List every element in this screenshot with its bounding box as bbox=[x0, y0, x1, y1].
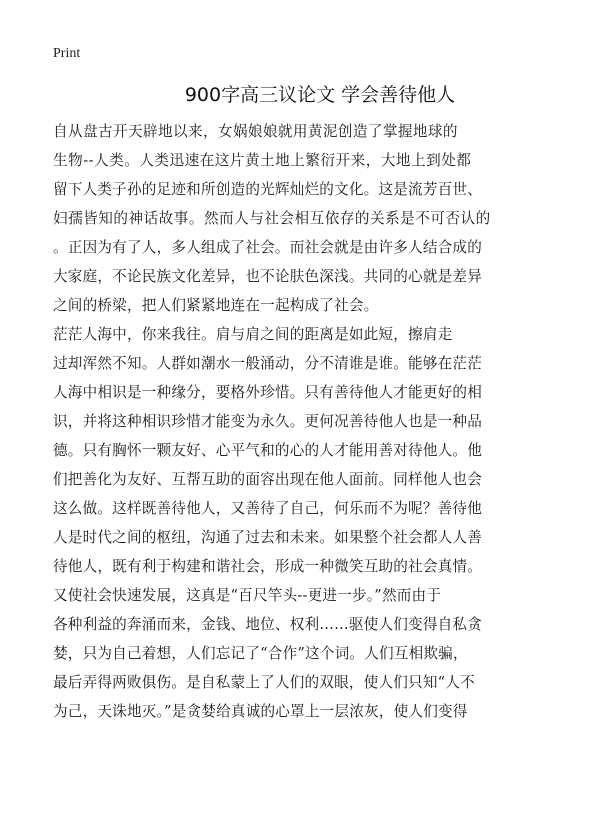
text-line: 人是时代之间的枢纽，沟通了过去和未来。如果整个社会都人人善 bbox=[53, 529, 483, 546]
text-line: 待他人，既有利于构建和谐社会，形成一种微笑互助的社会真情。 bbox=[53, 558, 483, 575]
text-line: 茫茫人海中，你来我往。肩与肩之间的距离是如此短，擦肩走 bbox=[53, 326, 453, 343]
text-line: 们把善化为友好、互帮互助的面容出现在他人面前。同样他人也会 bbox=[53, 471, 483, 488]
text-line: 大家庭，不论民族文化差异，也不论肤色深浅。共同的心就是差异 bbox=[53, 268, 483, 285]
text-line: 过却浑然不知。人群如潮水一般涌动，分不清谁是谁。能够在茫茫 bbox=[53, 355, 483, 372]
text-line: 为己，天诛地灭。”是贪婪给真诚的心罩上一层浓灰，使人们变得 bbox=[53, 703, 468, 720]
text-line: 识，并将这种相识珍惜才能变为永久。更何况善待他人也是一种品 bbox=[53, 413, 483, 430]
text-line: 人海中相识是一种缘分，要格外珍惜。只有善待他人才能更好的相 bbox=[53, 384, 483, 401]
text-line: 又使社会快速发展，这真是“百尺竿头--更进一步。”然而由于 bbox=[53, 587, 442, 604]
text-line: 各种利益的奔涌而来，金钱、地位、权利……驱使人们变得自私贪 bbox=[53, 616, 483, 633]
text-line: 。正因为有了人，多人组成了社会。而社会就是由许多人结合成的 bbox=[53, 239, 483, 256]
document-body bbox=[53, 117, 573, 726]
text-line: 自从盘古开天辟地以来，女娲娘娘就用黄泥创造了掌握地球的 bbox=[53, 123, 458, 140]
text-line: 德。只有胸怀一颗友好、心平气和的心的人才能用善对待他人。他 bbox=[53, 442, 483, 459]
text-line: 最后弄得两败俱伤。是自私蒙上了人们的双眼，使人们只知“人不 bbox=[53, 674, 475, 691]
text-line: 生物--人类。人类迅速在这片黄土地上繁衍开来，大地上到处都 bbox=[53, 152, 472, 169]
document-title: 900字高三议论文 学会善待他人 bbox=[184, 84, 456, 106]
text-line: 妇孺皆知的神话故事。然而人与社会相互依存的关系是不可否认的 bbox=[53, 210, 491, 227]
print-label: Print bbox=[53, 46, 81, 61]
text-line: 这么做。这样既善待他人，又善待了自己，何乐而不为呢？善待他 bbox=[53, 500, 483, 517]
text-line: 留下人类子孙的足迹和所创造的光辉灿烂的文化。这是流芳百世、 bbox=[53, 181, 483, 198]
text-line: 之间的桥梁，把人们紧紧地连在一起构成了社会。 bbox=[53, 297, 379, 314]
text-line: 婪，只为自己着想，人们忘记了“合作”这个词。人们互相欺骗， bbox=[53, 645, 468, 662]
